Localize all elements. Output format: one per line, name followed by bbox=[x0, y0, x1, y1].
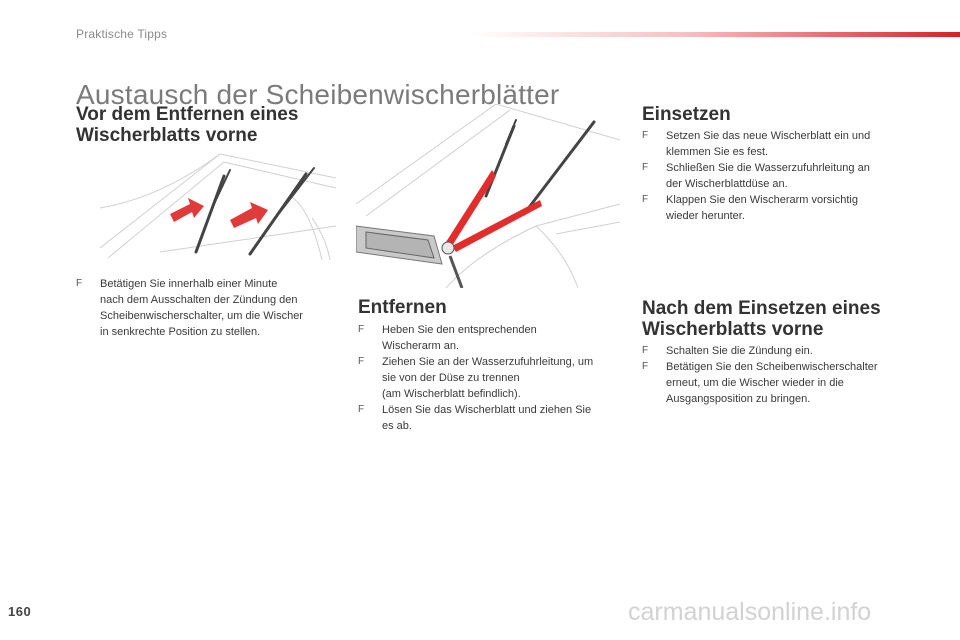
list-item: F Setzen Sie das neue Wischerblatt ein und klemmen Sie es fest. bbox=[642, 130, 871, 158]
heading-before-removal: Vor dem Entfernen eines Wischerblatts vorne bbox=[76, 104, 299, 146]
list-item: F Lösen Sie das Wischerblatt und ziehen Sie es ab. bbox=[358, 404, 592, 432]
list-item: F Klappen Sie den Wischerarm vorsichtig wieder herunter. bbox=[642, 194, 858, 222]
motion-arrow-icon bbox=[170, 198, 268, 228]
wiper-arm-detail bbox=[356, 226, 462, 288]
wiper-arm-left bbox=[196, 170, 230, 252]
steps-after-install bbox=[642, 343, 912, 407]
illustration-wipers-raised bbox=[100, 148, 336, 260]
step-marker-icon: F bbox=[76, 278, 83, 289]
steps-removal bbox=[358, 322, 628, 434]
watermark: carmanualsonline.info bbox=[628, 598, 872, 626]
list-item: F Betätigen Sie den Scheibenwischerschalter erneut, um die Wischer wieder in die Ausgangsposition zu bringen. bbox=[642, 361, 878, 405]
callout-indicator bbox=[446, 170, 542, 252]
step-marker-icon: F bbox=[358, 324, 365, 335]
list-item: F Betätigen Sie innerhalb einer Minute nach dem Ausschalten der Zündung den Scheibenwischerschalter, um die Wischer in senkrechte Position zu stellen. bbox=[76, 278, 303, 338]
heading-install: Einsetzen bbox=[642, 104, 731, 125]
list-item: F Heben Sie den entsprechenden Wischerarm an. bbox=[358, 324, 537, 352]
step-marker-icon: F bbox=[358, 356, 365, 367]
header-accent-bar bbox=[470, 32, 960, 37]
step-marker-icon: F bbox=[642, 194, 649, 205]
page-number: 160 bbox=[8, 604, 32, 619]
illustration-wiper-removal bbox=[356, 104, 620, 288]
step-marker-icon: F bbox=[642, 361, 649, 372]
steps-before-removal bbox=[76, 276, 336, 340]
heading-after-install: Nach dem Einsetzen eines Wischerblatts vorne bbox=[642, 298, 881, 340]
step-marker-icon: F bbox=[642, 162, 649, 173]
step-marker-icon: F bbox=[642, 130, 649, 141]
list-item: F Schalten Sie die Zündung ein. bbox=[642, 345, 813, 357]
heading-removal: Entfernen bbox=[358, 297, 447, 318]
page-title: Austausch der Scheibenwischerblätter bbox=[76, 78, 560, 110]
steps-install bbox=[642, 128, 912, 224]
step-marker-icon: F bbox=[358, 404, 365, 415]
section-label: Praktische Tipps bbox=[76, 27, 168, 41]
list-item: F Ziehen Sie an der Wasserzufuhrleitung, um sie von der Düse zu trennen (am Wischerblatt befindlich). bbox=[358, 356, 594, 400]
list-item: F Schließen Sie die Wasserzufuhrleitung an der Wischerblattdüse an. bbox=[642, 162, 870, 190]
step-marker-icon: F bbox=[642, 345, 649, 356]
